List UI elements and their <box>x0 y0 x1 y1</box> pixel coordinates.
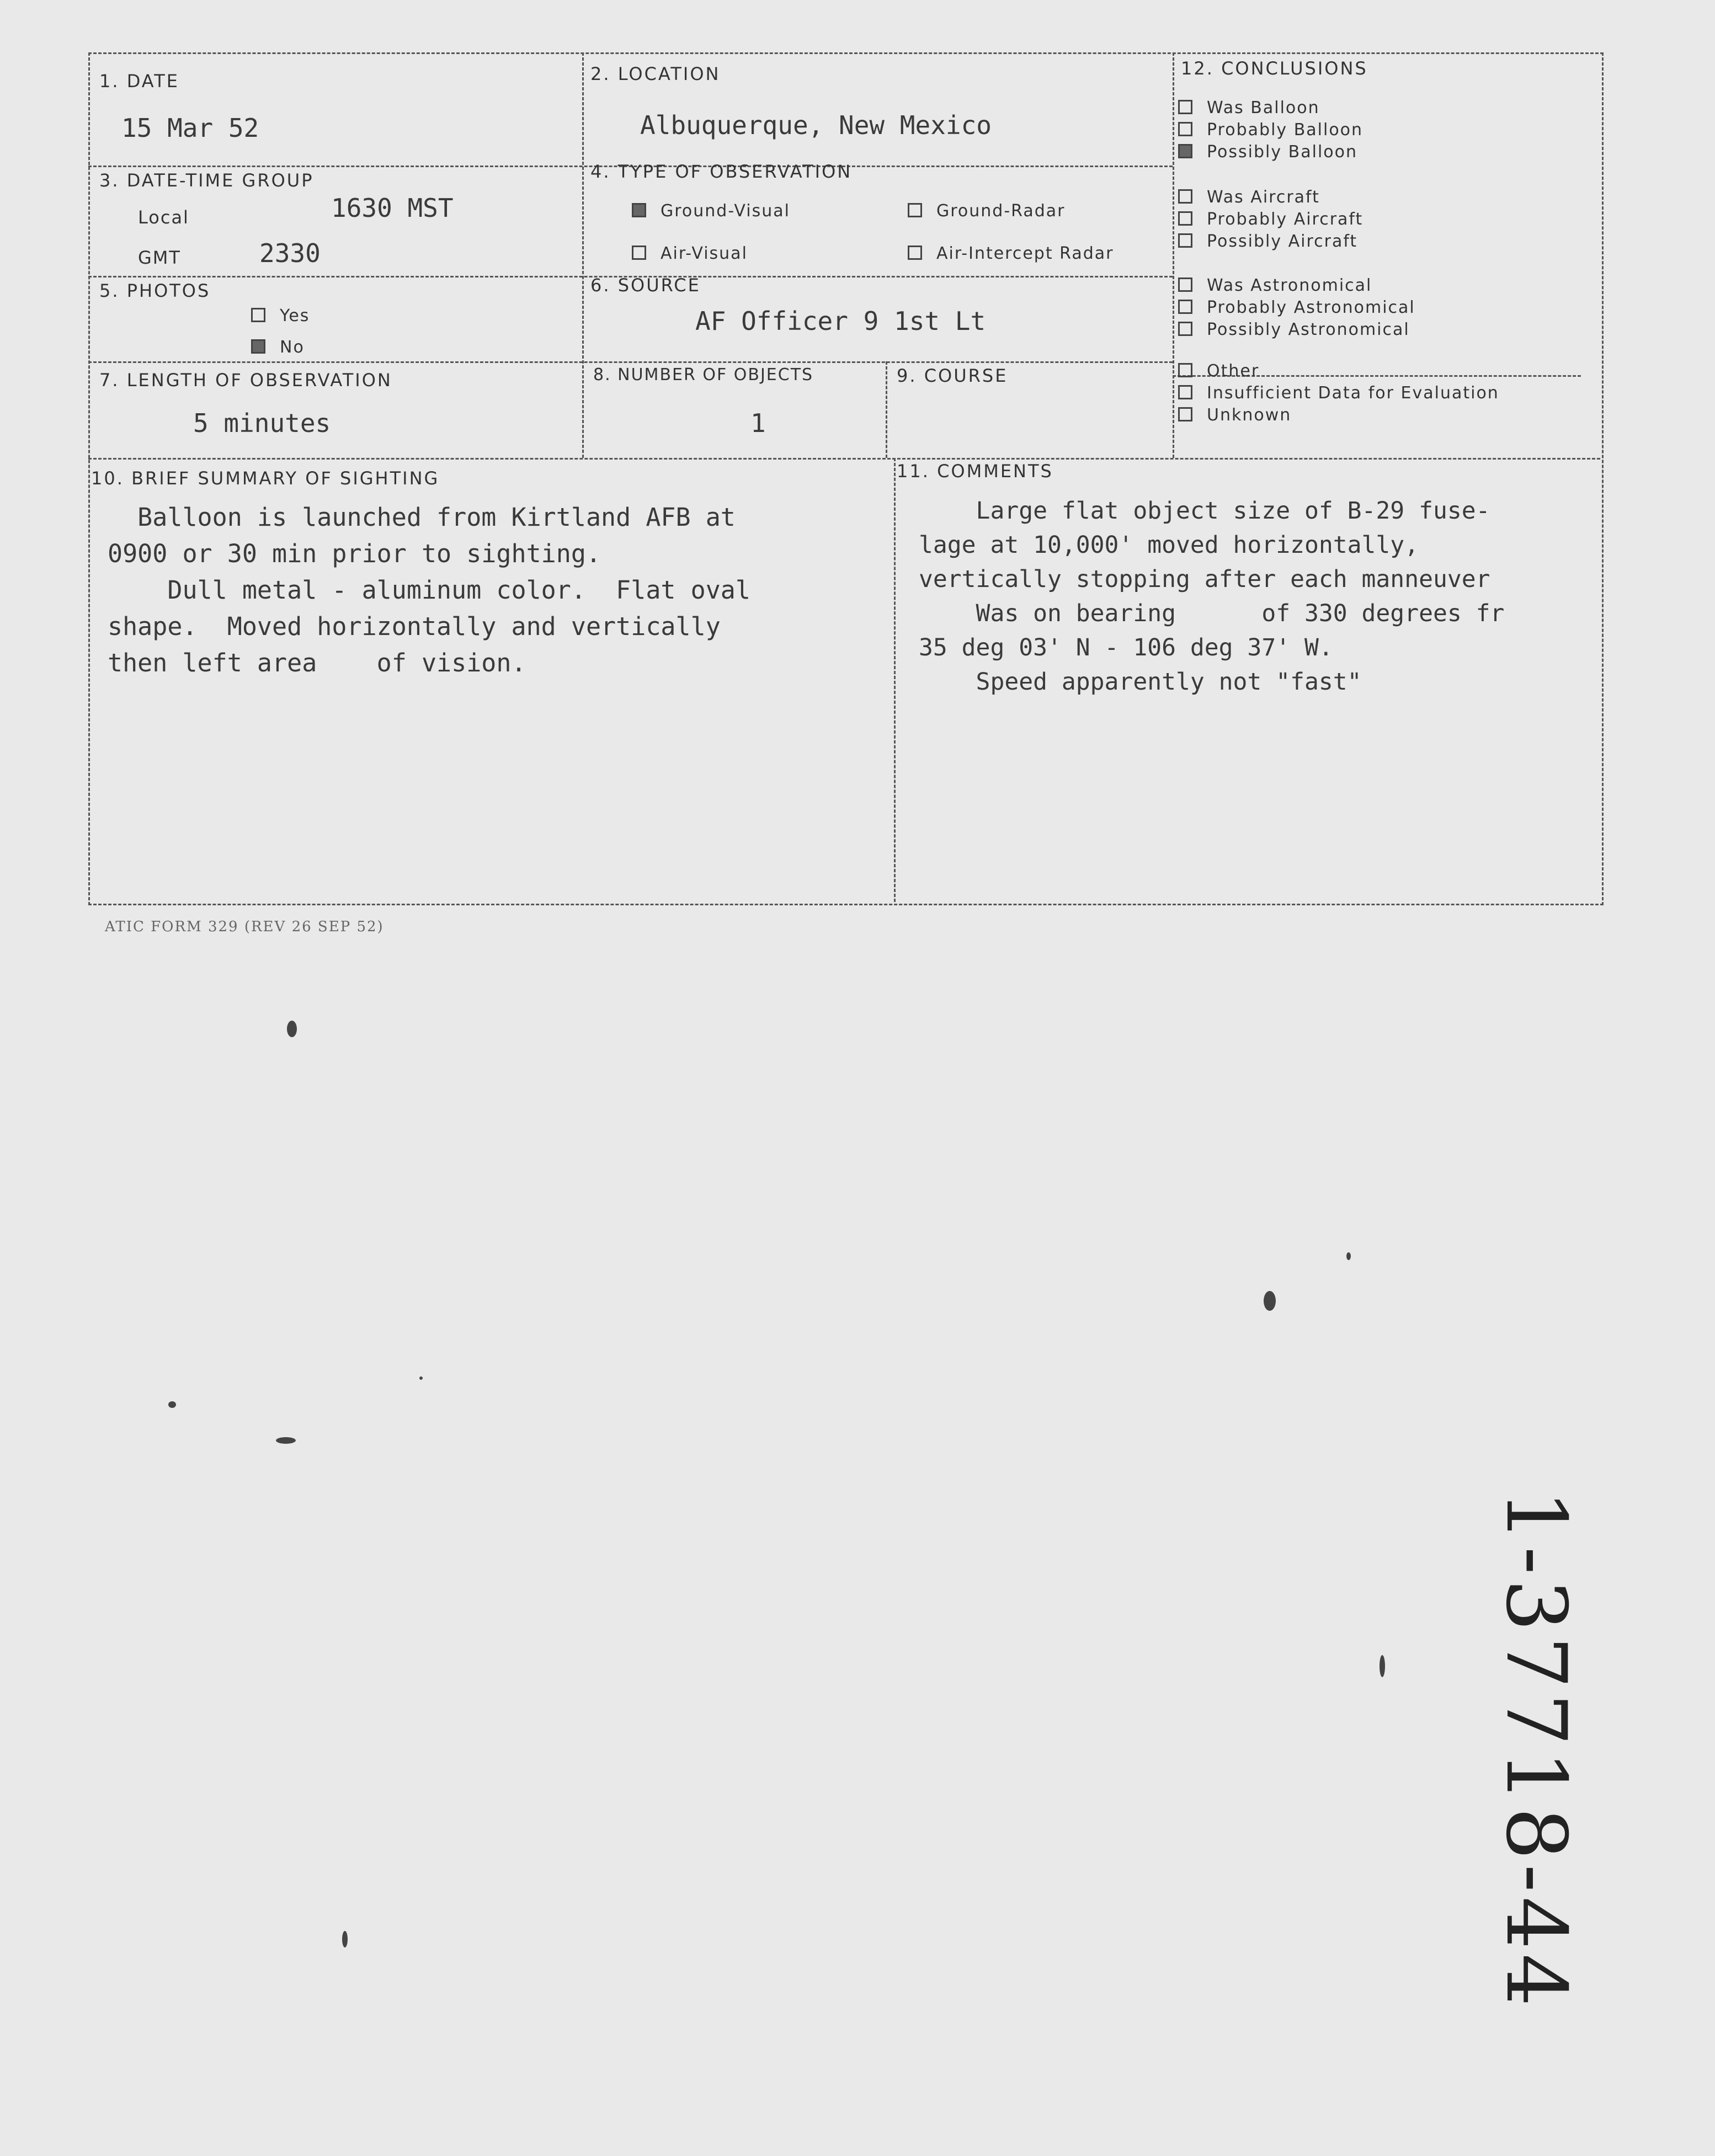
local-time-value: 1630 MST <box>331 193 454 223</box>
probably-astronomical-option: Probably Astronomical <box>1178 298 1415 317</box>
insufficient-data-option: Insufficient Data for Evaluation <box>1178 383 1499 403</box>
date-time-group-label: 3. DATE-TIME GROUP <box>99 170 314 191</box>
scan-speck <box>1346 1252 1351 1260</box>
number-of-objects-value: 1 <box>750 408 766 438</box>
checkbox <box>251 339 265 354</box>
number-of-objects-label: 8. NUMBER OF OBJECTS <box>593 365 814 385</box>
possibly-aircraft-option: Possibly Aircraft <box>1178 232 1357 251</box>
checkbox <box>908 246 922 260</box>
source-label: 6. SOURCE <box>590 275 701 296</box>
checkbox <box>1178 144 1192 158</box>
checkbox <box>632 246 646 260</box>
was-aircraft-option: Was Aircraft <box>1178 188 1320 207</box>
unknown-option: Unknown <box>1178 405 1291 425</box>
comments-text: Large flat object size of B-29 fuse- lage at 10,000' moved horizontally, vertically stopping after each manneuver Was on bearing of 330 degrees fr 35 deg 03' N - 106 deg 37' W. Speed apparently not "fast" <box>919 497 1505 696</box>
checkbox <box>1178 385 1192 399</box>
scan-speck <box>168 1401 176 1408</box>
probably-aircraft-option: Probably Aircraft <box>1178 210 1363 229</box>
summary-text: Balloon is launched from Kirtland AFB at 0900 or 30 min prior to sighting. Dull metal - aluminum color. Flat oval shape. Moved horizontally and vertically then left area of vision. <box>108 503 750 677</box>
air-intercept-radar-option: Air-Intercept Radar <box>908 244 1114 263</box>
checkbox <box>632 203 646 217</box>
gmt-time-value: 2330 <box>259 238 321 268</box>
source-value: AF Officer 9 1st Lt <box>695 306 986 336</box>
other-option: Other <box>1178 361 1259 381</box>
scan-speck <box>1380 1655 1385 1677</box>
location-label: 2. LOCATION <box>590 63 721 84</box>
divider <box>88 458 1600 460</box>
checkbox <box>1178 277 1192 292</box>
scan-speck <box>1264 1291 1276 1311</box>
date-value: 15 Mar 52 <box>121 113 259 143</box>
divider <box>886 361 887 458</box>
length-of-observation-label: 7. LENGTH OF OBSERVATION <box>99 370 392 391</box>
handwritten-file-number: 1-37718-44 <box>1488 1490 1584 2011</box>
checkbox <box>1178 189 1192 204</box>
checkbox <box>1178 407 1192 421</box>
divider <box>1173 52 1174 458</box>
photos-no-option: No <box>251 338 305 357</box>
form-number: ATIC FORM 329 (REV 26 SEP 52) <box>105 919 384 935</box>
summary-label: 10. BRIEF SUMMARY OF SIGHTING <box>91 468 440 489</box>
checkbox <box>1178 300 1192 314</box>
air-visual-option: Air-Visual <box>632 244 748 263</box>
gmt-label: GMT <box>138 247 181 268</box>
comments-label: 11. COMMENTS <box>897 461 1053 482</box>
checkbox <box>908 203 922 217</box>
possibly-astronomical-option: Possibly Astronomical <box>1178 320 1410 339</box>
length-of-observation-value: 5 minutes <box>193 408 331 438</box>
course-label: 9. COURSE <box>897 365 1008 386</box>
checkbox <box>251 308 265 322</box>
possibly-balloon-option: Possibly Balloon <box>1178 142 1357 162</box>
local-label: Local <box>138 207 189 228</box>
location-value: Albuquerque, New Mexico <box>640 110 992 140</box>
photos-label: 5. PHOTOS <box>99 280 211 301</box>
checkbox <box>1178 233 1192 248</box>
checkbox <box>1178 211 1192 226</box>
probably-balloon-option: Probably Balloon <box>1178 120 1363 140</box>
ground-visual-option: Ground-Visual <box>632 201 790 221</box>
scan-speck <box>287 1021 297 1037</box>
checkbox <box>1178 100 1192 114</box>
was-balloon-option: Was Balloon <box>1178 98 1320 118</box>
ground-radar-option: Ground-Radar <box>908 201 1066 221</box>
divider <box>894 458 896 902</box>
type-of-observation-label: 4. TYPE OF OBSERVATION <box>590 161 853 182</box>
photos-yes-option: Yes <box>251 306 310 325</box>
checkbox <box>1178 322 1192 336</box>
conclusions-label: 12. CONCLUSIONS <box>1181 58 1368 79</box>
was-astronomical-option: Was Astronomical <box>1178 276 1372 295</box>
divider <box>88 361 1173 363</box>
checkbox <box>1178 363 1192 377</box>
scan-speck <box>276 1437 296 1444</box>
date-label: 1. DATE <box>99 71 179 92</box>
scan-speck <box>419 1376 423 1380</box>
divider <box>582 52 584 458</box>
checkbox <box>1178 122 1192 136</box>
scan-speck <box>342 1931 348 1947</box>
